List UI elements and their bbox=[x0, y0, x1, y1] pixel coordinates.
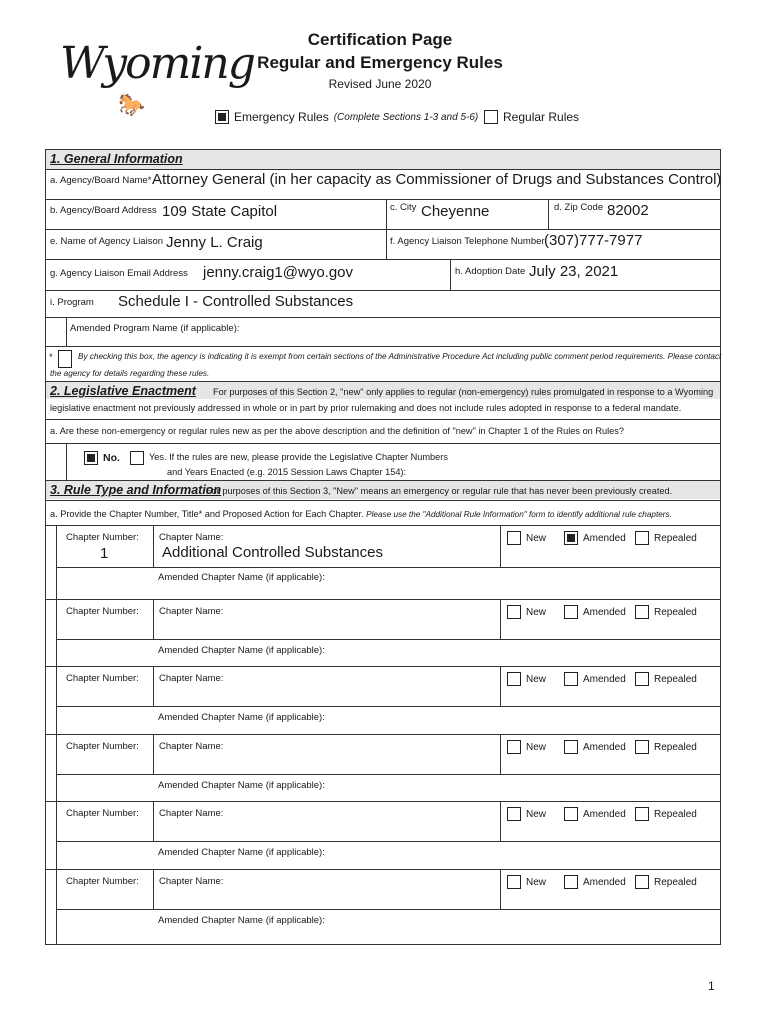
divider bbox=[153, 869, 154, 909]
amended-chapter-name-label: Amended Chapter Name (if applicable): bbox=[158, 847, 325, 858]
chapter-name-label: Chapter Name: bbox=[159, 876, 224, 887]
divider bbox=[45, 259, 721, 260]
section3-instruction-note: Please use the "Additional Rule Information" form to identify additional rule chapters. bbox=[366, 510, 672, 519]
chapter-repealed-label: Repealed bbox=[654, 606, 697, 618]
chapter-amended-option[interactable] bbox=[564, 740, 626, 754]
zip-code-label: d. Zip Code bbox=[554, 202, 604, 213]
chapter-name-label: Chapter Name: bbox=[159, 532, 224, 543]
chapter-repealed-option[interactable] bbox=[635, 740, 697, 754]
chapter-repealed-label: Repealed bbox=[654, 532, 697, 544]
chapter-repealed-option[interactable] bbox=[635, 672, 697, 686]
chapter-repealed-label: Repealed bbox=[654, 673, 697, 685]
chapter-repealed-option[interactable] bbox=[635, 531, 697, 545]
divider bbox=[56, 525, 57, 599]
divider bbox=[56, 734, 57, 801]
divider bbox=[500, 666, 501, 706]
regular-rules-checkbox[interactable] bbox=[484, 110, 498, 124]
divider bbox=[45, 346, 721, 347]
chapter-new-option[interactable] bbox=[507, 605, 546, 619]
agency-address-label: b. Agency/Board Address bbox=[50, 205, 157, 216]
chapter-amended-label: Amended bbox=[583, 876, 626, 888]
section2-heading: 2. Legislative Enactment bbox=[50, 384, 196, 398]
chapter-name-label: Chapter Name: bbox=[159, 741, 224, 752]
divider bbox=[548, 199, 549, 229]
regular-rules-option[interactable] bbox=[484, 110, 579, 124]
logo-script: Wyoming bbox=[60, 38, 254, 89]
divider bbox=[45, 199, 721, 200]
page-subtitle: Regular and Emergency Rules bbox=[257, 53, 503, 72]
divider bbox=[66, 317, 67, 346]
divider bbox=[500, 525, 501, 567]
chapter-new-checkbox[interactable] bbox=[507, 807, 521, 821]
divider bbox=[45, 801, 721, 802]
divider bbox=[45, 290, 721, 291]
section2-text: For purposes of this Section 2, "new" only applies to regular (non-emergency) rules promulgated in response to a Wyoming bbox=[213, 387, 714, 397]
section2-text-continued: legislative enactment not previously addressed in whole or in part by prior rulemaking and does not include rules adopted in response to a federal mandate. bbox=[50, 403, 682, 413]
chapter-amended-checkbox[interactable] bbox=[564, 875, 578, 889]
emergency-rules-note: (Complete Sections 1-3 and 5-6) bbox=[333, 111, 479, 123]
chapter-new-option[interactable] bbox=[507, 807, 546, 821]
zip-code-field[interactable]: 82002 bbox=[607, 202, 649, 219]
divider bbox=[45, 229, 721, 230]
chapter-new-checkbox[interactable] bbox=[507, 875, 521, 889]
program-label: i. Program bbox=[50, 297, 94, 308]
page-number: 1 bbox=[708, 979, 715, 993]
divider bbox=[153, 599, 154, 639]
chapter-new-label: New bbox=[526, 673, 547, 685]
chapter-amended-checkbox[interactable] bbox=[564, 605, 578, 619]
divider bbox=[500, 599, 501, 639]
exempt-asterisk: * bbox=[49, 352, 53, 363]
chapter-number-label: Chapter Number: bbox=[66, 673, 139, 684]
divider bbox=[45, 419, 721, 420]
yes-label-line1: Yes. If the rules are new, please provide the Legislative Chapter Numbers bbox=[149, 452, 448, 462]
divider bbox=[45, 317, 721, 318]
divider bbox=[56, 567, 721, 568]
yes-label-line2: and Years Enacted (e.g. 2015 Session Laws Chapter 154): bbox=[167, 467, 407, 477]
section3-text: For purposes of this Section 3, "New" means an emergency or regular rule that has never been previously created. bbox=[206, 486, 673, 496]
emergency-rules-option[interactable] bbox=[215, 110, 478, 124]
divider bbox=[56, 909, 721, 910]
amended-chapter-name-label: Amended Chapter Name (if applicable): bbox=[158, 572, 325, 583]
divider bbox=[500, 734, 501, 774]
chapter-new-option[interactable] bbox=[507, 672, 546, 686]
divider bbox=[45, 666, 721, 667]
chapter-new-label: New bbox=[526, 876, 547, 888]
chapter-new-option[interactable] bbox=[507, 531, 546, 545]
chapter-repealed-checkbox[interactable] bbox=[635, 605, 649, 619]
divider bbox=[45, 599, 721, 600]
divider bbox=[56, 639, 721, 640]
revision-date: Revised June 2020 bbox=[328, 77, 432, 91]
chapter-new-checkbox[interactable] bbox=[507, 531, 521, 545]
chapter-number-label: Chapter Number: bbox=[66, 532, 139, 543]
bucking-horse-icon: 🐎 bbox=[118, 92, 146, 117]
divider bbox=[56, 801, 57, 869]
chapter-name-label: Chapter Name: bbox=[159, 808, 224, 819]
chapter-number-field[interactable]: 1 bbox=[100, 545, 109, 562]
chapter-amended-label: Amended bbox=[583, 808, 626, 820]
divider bbox=[56, 666, 57, 734]
chapter-amended-label: Amended bbox=[583, 532, 626, 544]
chapter-new-label: New bbox=[526, 741, 547, 753]
chapter-new-label: New bbox=[526, 532, 547, 544]
chapter-amended-option[interactable] bbox=[564, 531, 626, 545]
chapter-name-label: Chapter Name: bbox=[159, 606, 224, 617]
divider bbox=[500, 801, 501, 841]
chapter-amended-checkbox[interactable] bbox=[564, 531, 578, 545]
divider bbox=[500, 869, 501, 909]
chapter-name-label: Chapter Name: bbox=[159, 673, 224, 684]
chapter-amended-label: Amended bbox=[583, 741, 626, 753]
agency-name-field[interactable]: Attorney General (in her capacity as Commissioner of Drugs and Substances Control) bbox=[152, 171, 722, 188]
exempt-checkbox[interactable] bbox=[58, 350, 72, 368]
liaison-email-field[interactable]: jenny.craig1@wyo.gov bbox=[203, 264, 354, 281]
chapter-amended-option[interactable] bbox=[564, 807, 626, 821]
chapter-repealed-checkbox[interactable] bbox=[635, 875, 649, 889]
chapter-name-field[interactable]: Additional Controlled Substances bbox=[162, 544, 383, 561]
chapter-amended-checkbox[interactable] bbox=[564, 740, 578, 754]
exempt-text: By checking this box, the agency is indicating it is exempt from certain sections of the Administrative Procedure Act including public comment period requirements. Please contact bbox=[78, 352, 722, 361]
chapter-repealed-checkbox[interactable] bbox=[635, 531, 649, 545]
chapter-new-option[interactable] bbox=[507, 740, 546, 754]
chapter-amended-label: Amended bbox=[583, 606, 626, 618]
emergency-rules-label: Emergency Rules bbox=[234, 110, 329, 124]
chapter-new-label: New bbox=[526, 606, 547, 618]
yes-label bbox=[149, 450, 448, 480]
chapter-number-label: Chapter Number: bbox=[66, 876, 139, 887]
divider bbox=[45, 169, 721, 170]
chapter-repealed-option[interactable] bbox=[635, 605, 697, 619]
liaison-name-label: e. Name of Agency Liaison bbox=[50, 236, 164, 247]
divider bbox=[153, 734, 154, 774]
chapter-amended-option[interactable] bbox=[564, 605, 626, 619]
amended-chapter-name-label: Amended Chapter Name (if applicable): bbox=[158, 915, 325, 926]
chapter-number-label: Chapter Number: bbox=[66, 741, 139, 752]
divider bbox=[56, 706, 721, 707]
chapter-new-checkbox[interactable] bbox=[507, 672, 521, 686]
chapter-repealed-label: Repealed bbox=[654, 876, 697, 888]
yes-checkbox[interactable] bbox=[130, 451, 144, 465]
exempt-text-continued: the agency for details regarding these rules. bbox=[50, 369, 210, 378]
amended-program-label: Amended Program Name (if applicable): bbox=[70, 323, 240, 334]
adoption-date-label: h. Adoption Date bbox=[455, 266, 526, 277]
section3-instruction bbox=[50, 509, 672, 519]
divider bbox=[153, 666, 154, 706]
divider bbox=[450, 259, 451, 290]
liaison-name-field[interactable]: Jenny L. Craig bbox=[166, 234, 263, 251]
chapter-amended-checkbox[interactable] bbox=[564, 672, 578, 686]
new-rules-question: a. Are these non-emergency or regular rules new as per the above description and the definition of "new" in Chapter 1 of the Rules on Rules? bbox=[50, 426, 624, 436]
agency-address-field[interactable]: 109 State Capitol bbox=[162, 203, 278, 220]
divider bbox=[56, 869, 57, 945]
chapter-amended-option[interactable] bbox=[564, 672, 626, 686]
yes-option[interactable] bbox=[130, 451, 448, 480]
divider bbox=[45, 443, 721, 444]
chapter-repealed-checkbox[interactable] bbox=[635, 740, 649, 754]
chapter-repealed-option[interactable] bbox=[635, 807, 697, 821]
liaison-email-label: g. Agency Liaison Email Address bbox=[50, 268, 188, 279]
city-field[interactable]: Cheyenne bbox=[421, 203, 490, 220]
chapter-new-option[interactable] bbox=[507, 875, 546, 889]
chapter-amended-label: Amended bbox=[583, 673, 626, 685]
chapter-amended-checkbox[interactable] bbox=[564, 807, 578, 821]
divider bbox=[45, 525, 721, 526]
no-label: No. bbox=[103, 452, 120, 464]
wyoming-logo bbox=[60, 28, 254, 118]
chapter-new-checkbox[interactable] bbox=[507, 740, 521, 754]
no-checkbox[interactable] bbox=[84, 451, 98, 465]
liaison-phone-label: f. Agency Liaison Telephone Number bbox=[390, 236, 545, 247]
section3-heading: 3. Rule Type and Information bbox=[50, 483, 222, 497]
chapter-number-label: Chapter Number: bbox=[66, 808, 139, 819]
divider bbox=[386, 229, 387, 259]
chapter-new-label: New bbox=[526, 808, 547, 820]
divider bbox=[45, 869, 721, 870]
divider bbox=[56, 841, 721, 842]
chapter-repealed-label: Repealed bbox=[654, 741, 697, 753]
no-option[interactable] bbox=[84, 451, 120, 465]
divider bbox=[45, 734, 721, 735]
chapter-amended-option[interactable] bbox=[564, 875, 626, 889]
chapter-repealed-label: Repealed bbox=[654, 808, 697, 820]
program-field[interactable]: Schedule I - Controlled Substances bbox=[118, 293, 354, 310]
section3-instruction-text: a. Provide the Chapter Number, Title* and Proposed Action for Each Chapter. bbox=[50, 509, 364, 519]
page-title: Certification Page bbox=[307, 30, 453, 49]
divider bbox=[153, 801, 154, 841]
divider bbox=[45, 500, 721, 501]
chapter-repealed-checkbox[interactable] bbox=[635, 807, 649, 821]
city-label: c. City bbox=[390, 202, 417, 213]
divider bbox=[56, 599, 57, 666]
divider bbox=[153, 525, 154, 567]
divider bbox=[56, 774, 721, 775]
chapter-number-label: Chapter Number: bbox=[66, 606, 139, 617]
amended-chapter-name-label: Amended Chapter Name (if applicable): bbox=[158, 780, 325, 791]
adoption-date-field[interactable]: July 23, 2021 bbox=[529, 263, 619, 280]
section1-heading: 1. General Information bbox=[50, 152, 183, 166]
regular-rules-label: Regular Rules bbox=[503, 110, 580, 124]
amended-chapter-name-label: Amended Chapter Name (if applicable): bbox=[158, 645, 325, 656]
divider bbox=[386, 199, 387, 229]
amended-chapter-name-label: Amended Chapter Name (if applicable): bbox=[158, 712, 325, 723]
liaison-phone-field[interactable]: (307)777-7977 bbox=[544, 232, 643, 249]
chapter-repealed-option[interactable] bbox=[635, 875, 697, 889]
emergency-rules-checkbox[interactable] bbox=[215, 110, 229, 124]
agency-name-label: a. Agency/Board Name* bbox=[50, 175, 152, 186]
chapter-repealed-checkbox[interactable] bbox=[635, 672, 649, 686]
divider bbox=[66, 443, 67, 480]
chapter-new-checkbox[interactable] bbox=[507, 605, 521, 619]
